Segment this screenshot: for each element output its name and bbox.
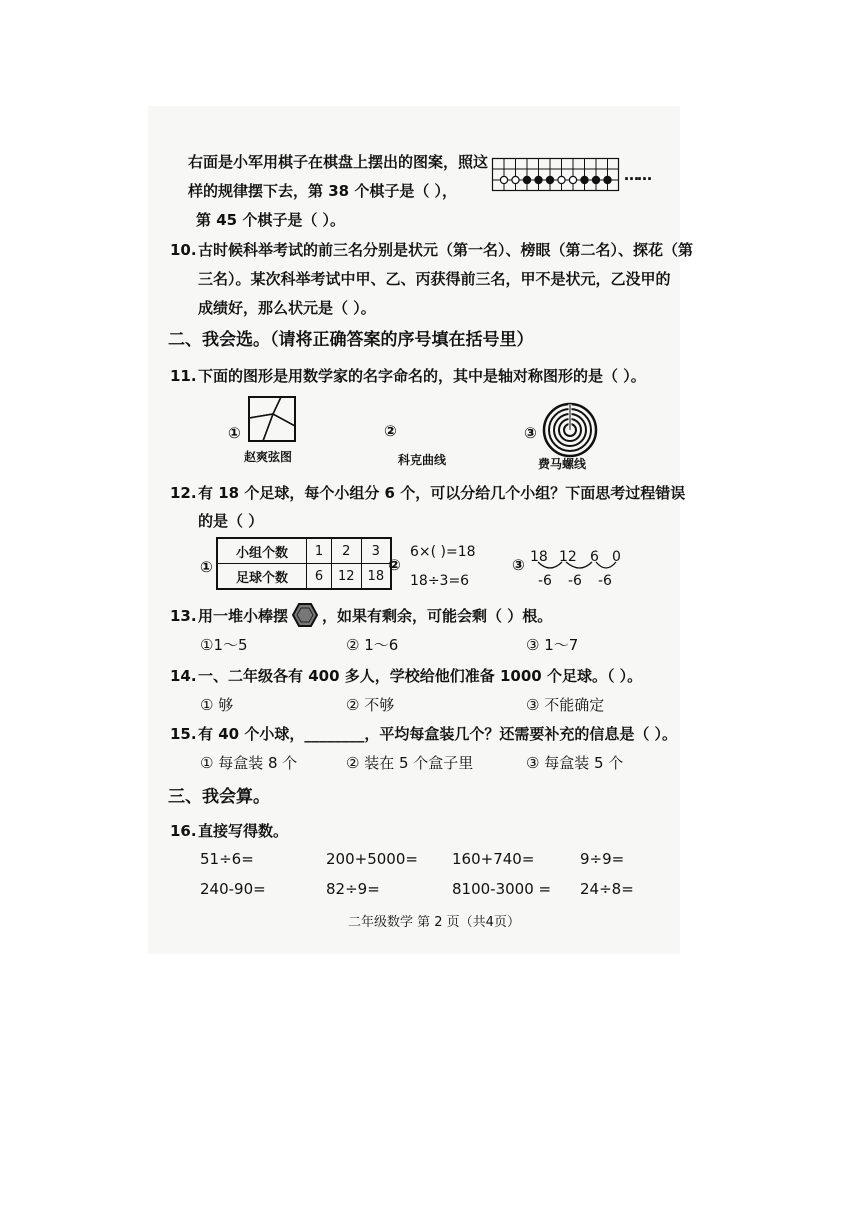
subtraction-step: -6: [538, 573, 552, 589]
calc-item: 82÷9=: [326, 880, 380, 898]
q12-option2-line2: 18÷3=6: [410, 573, 470, 589]
q15-text: 有 40 个小球，________，平均每盒装几个？还需要补充的信息是（ ）。: [198, 725, 678, 743]
subtraction-value: 0: [612, 549, 621, 565]
q10-line2: 三名）。某次科举考试中甲、乙、丙获得前三名，甲不是状元，乙没甲的: [198, 270, 671, 288]
table-cell: 3: [361, 538, 391, 564]
q12-grouping-table: [216, 537, 392, 590]
black-chess-piece: [535, 176, 542, 183]
chessboard-pattern: [492, 158, 622, 192]
white-chess-piece: [500, 176, 507, 183]
q12-option1-mark: ①: [200, 558, 213, 576]
q14-option3: ③ 不能确定: [526, 696, 605, 714]
white-chess-piece: [558, 176, 565, 183]
table-row: [217, 564, 391, 590]
q16-text: 直接写得数。: [198, 822, 289, 840]
calc-item: 160+740=: [452, 850, 535, 868]
white-chess-piece: [512, 176, 519, 183]
q9-line1: 右面是小军用棋子在棋盘上摆出的图案，照这: [188, 153, 489, 171]
page-footer: 二年级数学 第 2 页（共4页）: [348, 915, 520, 930]
calc-item: 24÷8=: [580, 880, 634, 898]
q15-number: 15.: [170, 725, 197, 743]
q9-line3: 第 45 个棋子是（ ）。: [196, 211, 346, 229]
q12-number: 12.: [170, 484, 197, 502]
q12-line2: 的是（ ）: [198, 512, 264, 530]
q10-line1: 古时候科举考试的前三名分别是状元（第一名）、榜眼（第二名）、探花（第: [198, 241, 694, 259]
q10-number: 10.: [170, 241, 197, 259]
table-cell: 1: [307, 538, 332, 564]
q12-option2-mark: ②: [388, 556, 401, 574]
q14-number: 14.: [170, 667, 197, 685]
q15-option2: ② 装在 5 个盒子里: [346, 754, 474, 772]
calc-item: 51÷6=: [200, 850, 254, 868]
fermat-spiral-figure: [542, 402, 598, 458]
q11-option1-mark: ①: [228, 424, 241, 442]
subtraction-step: -6: [598, 573, 612, 589]
q14-text: 一、二年级各有 400 多人，学校给他们准备 1000 个足球。（ ）。: [198, 667, 643, 685]
table-cell: 12: [332, 564, 362, 590]
q12-option2-line1: 6×( )=18: [410, 544, 476, 560]
q12-line1: 有 18 个足球，每个小组分 6 个，可以分给几个小组？下面思考过程错误: [198, 484, 686, 502]
q11-option2-mark: ②: [384, 422, 397, 440]
q11-option3-mark: ③: [524, 424, 537, 442]
calc-item: 240-90=: [200, 880, 266, 898]
q15-option1: ① 每盒装 8 个: [200, 754, 298, 772]
table-cell: 2: [332, 538, 362, 564]
section-2-title: 二、我会选。（请将正确答案的序号填在括号里）: [168, 330, 534, 350]
q11-text: 下面的图形是用数学家的名字命名的，其中是轴对称图形的是（ ）。: [198, 367, 646, 385]
q15-option3: ③ 每盒装 5 个: [526, 754, 624, 772]
subtraction-value: 12: [559, 549, 577, 565]
hexagon-sticks-icon: [292, 603, 318, 627]
black-chess-piece: [523, 176, 530, 183]
q9-line2: 样的规律摆下去，第 38 个棋子是（ ），: [188, 182, 458, 200]
q14-option2: ② 不够: [346, 696, 395, 714]
q13-number: 13.: [170, 607, 197, 625]
q11-option1-caption: 赵爽弦图: [244, 450, 293, 464]
table-row-label: 小组个数: [217, 538, 307, 564]
table-row-label: 足球个数: [217, 564, 307, 590]
q11-option3-caption: 费马螺线: [538, 457, 587, 471]
subtraction-step: -6: [568, 573, 582, 589]
q13-text-after: ，如果有剩余，可能会剩（ ）根。: [322, 607, 553, 625]
calc-item: 9÷9=: [580, 850, 625, 868]
q11-number: 11.: [170, 367, 197, 385]
table-cell: 6: [307, 564, 332, 590]
q14-option1: ① 够: [200, 696, 234, 714]
black-chess-piece: [592, 176, 599, 183]
subtraction-value: 18: [530, 549, 548, 565]
q16-number: 16.: [170, 822, 197, 840]
black-chess-piece: [546, 176, 553, 183]
table-cell: 18: [361, 564, 391, 590]
q11-option2-caption: 科克曲线: [398, 453, 447, 467]
q13-option3: ③ 1～7: [526, 636, 579, 654]
black-chess-piece: [604, 176, 611, 183]
zhao-shuang-diagram-figure: [248, 396, 296, 442]
q13-option1: ①1～5: [200, 636, 248, 654]
subtraction-value: 6: [590, 549, 599, 565]
q12-option3-mark: ③: [512, 556, 525, 574]
black-chess-piece: [581, 176, 588, 183]
q13-text-before: 用一堆小棒摆: [198, 607, 289, 625]
section-3-title: 三、我会算。: [168, 787, 270, 807]
calc-item: 200+5000=: [326, 850, 418, 868]
table-row: [217, 538, 391, 564]
white-chess-piece: [569, 176, 576, 183]
calc-item: 8100-3000 =: [452, 880, 552, 898]
q10-line3: 成绩好，那么状元是（ ）。: [198, 299, 376, 317]
q13-option2: ② 1～6: [346, 636, 399, 654]
q9-ellipsis: ……: [624, 166, 650, 184]
